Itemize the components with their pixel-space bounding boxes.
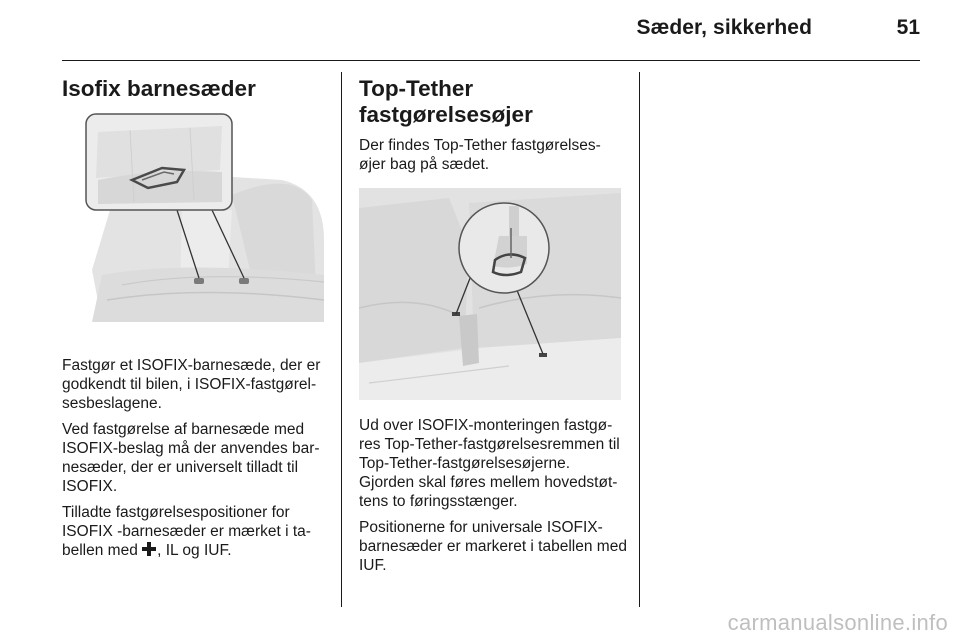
page-number: 51 xyxy=(896,16,920,39)
top-tether-eyelets-illustration-icon xyxy=(359,188,621,400)
paragraph-text: , IL og IUF. xyxy=(157,542,232,559)
isofix-seat-illustration-icon xyxy=(62,110,324,322)
intro-paragraph: Der findes Top-Tether fastgørelses-øjer bag på sædet. xyxy=(359,137,601,173)
section-heading-isofix: Isofix barnesæder xyxy=(62,76,256,101)
header-divider xyxy=(62,60,920,61)
paragraph: Ved fastgørelse af barnesæde med ISOFIX-beslag må der anvendes bar-nesæder, der er universelt tilladt til ISOFIX. xyxy=(62,421,320,495)
paragraph: Positionerne for universale ISOFIX-barnesæder er markeret i tabellen med IUF. xyxy=(359,519,627,574)
paragraph: Fastgør et ISOFIX-barnesæde, der er godkendt til bilen, i ISOFIX-fastgørel-sesbeslagene. xyxy=(62,357,321,412)
page-header-title: Sæder, sikkerhed xyxy=(636,16,812,39)
column-divider-2 xyxy=(639,72,640,607)
middle-column xyxy=(359,76,627,582)
plus-icon xyxy=(142,542,156,556)
column-divider-1 xyxy=(341,72,342,607)
paragraph-text: Tilladte fastgørelsespositioner for ISOFIX -barnesæder er mærket i ta-bellen med xyxy=(62,504,311,559)
left-column xyxy=(62,76,334,567)
watermark: carmanualsonline.info xyxy=(727,610,948,635)
section-heading-top-tether: Top-Tether fastgørelsesøjer xyxy=(359,76,533,127)
paragraph xyxy=(62,503,334,560)
paragraph: Ud over ISOFIX-monteringen fastgø-res Top-Tether-fastgørelsesremmen til Top-Tether-fastgørelsesøjerne. Gjorden skal føres mellem hovedstøt-tens to føringsstænger. xyxy=(359,417,620,510)
